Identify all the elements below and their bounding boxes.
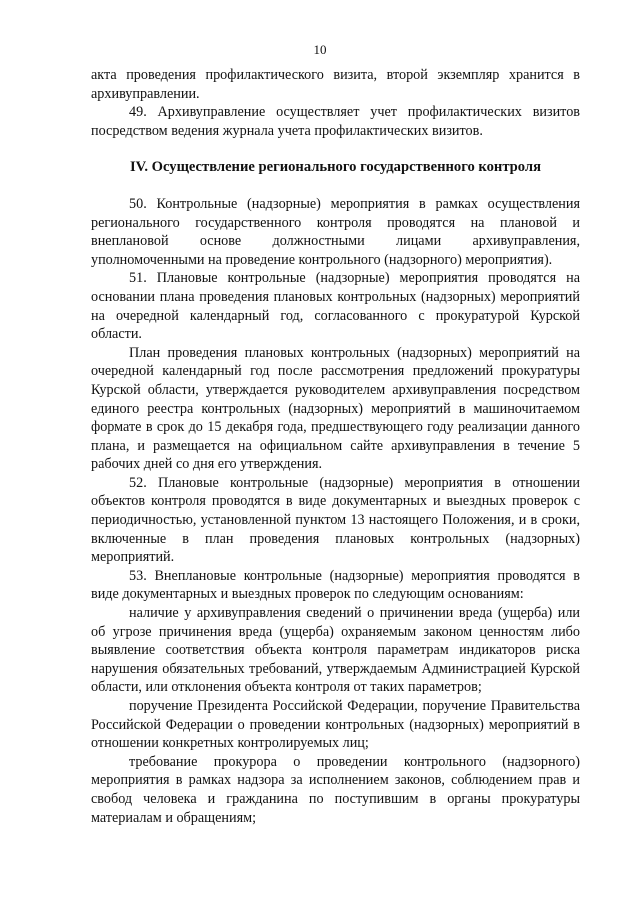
spacer xyxy=(91,177,580,195)
section-heading: IV. Осуществление регионального государственного контроля xyxy=(130,159,541,176)
paragraph-49: 49. Архивуправление осуществляет учет профилактических визитов посредством ведения журнала учета профилактических визитов. xyxy=(91,104,580,139)
paragraph-continuation: акта проведения профилактического визита, второй экземпляр хранится в архивуправлении. xyxy=(91,67,580,102)
paragraph-52: 52. Плановые контрольные (надзорные) мероприятия в отношении объектов контроля проводятся в виде документарных и выездных проверок с периодичностью, установленной пунктом 13 настоящего Положения, и в сроки, включенные в план проведения плановых контрольных (надзорных) мероприятий. xyxy=(91,474,580,566)
paragraph-basis-president: поручение Президента Российской Федерации, поручение Правительства Российской Федерации о проведении контрольных (надзорных) мероприятий в отношении конкретных контролируемых лиц; xyxy=(91,698,580,752)
spacer xyxy=(91,140,580,158)
paragraph-51: 51. Плановые контрольные (надзорные) мероприятия проводятся на основании плана проведения плановых контрольных (надзорных) мероприятий на очередной календарный год, согласованного с прокуратурой Курской области. xyxy=(91,270,580,343)
paragraph-basis-harm: наличие у архивуправления сведений о причинении вреда (ущерба) или об угрозе причинения вреда (ущерба) охраняемым законом ценностям либо выявление соответствия объекта контроля параметрам индикаторов риска нарушения обязательных требований, утверждаемым Администрацией Курской области, или отклонения объекта контроля от таких параметров; xyxy=(91,605,580,696)
paragraph-53: 53. Внеплановые контрольные (надзорные) мероприятия проводятся в виде документарных и выездных проверок по следующим основаниям: xyxy=(91,567,580,603)
paragraph-basis-prosecutor: требование прокурора о проведении контрольного (надзорного) мероприятия в рамках надзора за исполнением законов, соблюдением прав и свобод человека и гражданина по поступившим в органы прокуратуры материалам и обращениям; xyxy=(91,753,580,826)
document-body xyxy=(91,66,580,827)
page-number: 10 xyxy=(313,42,327,57)
paragraph-plan: План проведения плановых контрольных (надзорных) мероприятий на очередной календарный год после рассмотрения предложений прокуратуры Курской области, утверждается руководителем архивуправления посредством единого реестра контрольных (надзорных) мероприятий в машиночитаемом формате в срок до 15 декабря года, предшествующего году реализации данного плана, и размещается на официальном сайте архивуправления в течение 5 рабочих дней со дня его утверждения. xyxy=(91,344,580,473)
paragraph-50: 50. Контрольные (надзорные) мероприятия в рамках осуществления регионального государственного контроля проводятся на плановой и внеплановой основе должностными лицами архивуправления, уполномоченными на проведение контрольного (надзорного) мероприятия). xyxy=(91,195,580,268)
